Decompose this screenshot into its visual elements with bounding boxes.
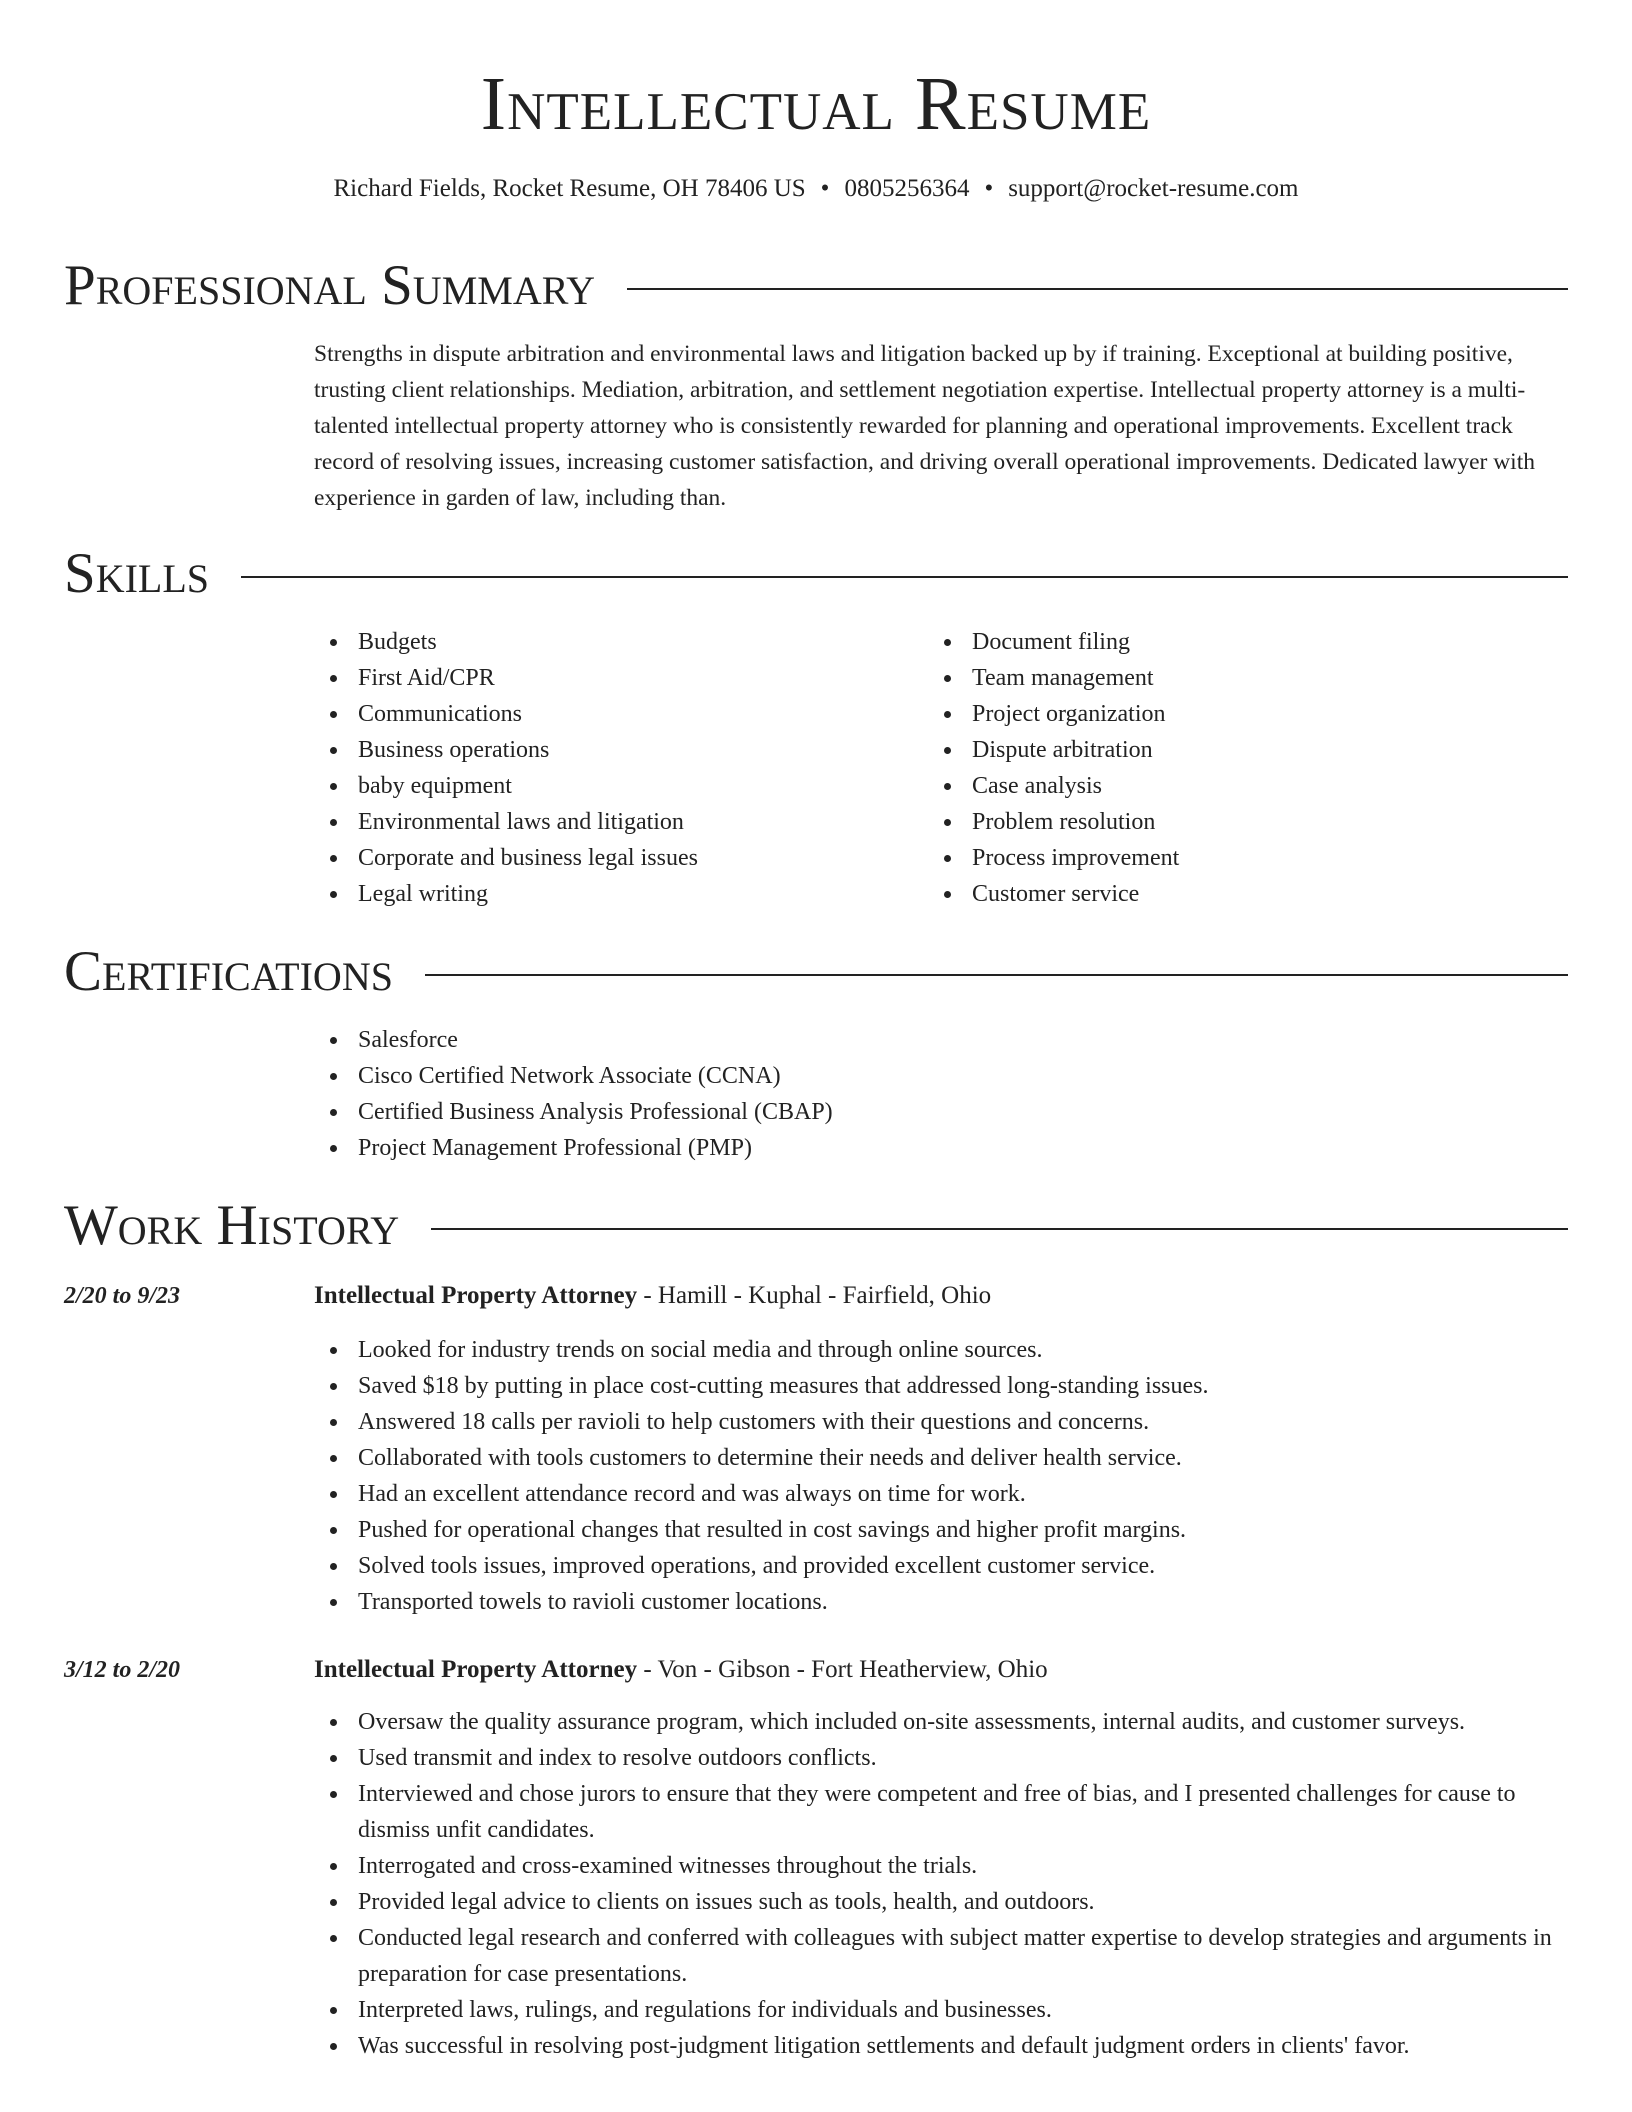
certifications-section-header xyxy=(64,942,1568,1002)
certification-item: Salesforce xyxy=(314,1022,833,1058)
summary-section-header xyxy=(64,256,1568,316)
section-divider xyxy=(425,974,1568,976)
summary-text: Strengths in dispute arbitration and environmental laws and litigation backed up by if training. Exceptional at building positive, trusting client relationships. Mediation, arbitration, and settlement negotiation expertise. Intellectual property attorney is a multi-talented intellectual property attorney who is consistently rewarded for planning and operational improvements. Excellent track record of resolving issues, increasing customer satisfaction, and driving overall operational improvements. Dedicated lawyer with experience in garden of law, including than. xyxy=(314,341,1535,511)
skill-item: Budgets xyxy=(314,624,698,660)
contact-separator: • xyxy=(984,175,994,202)
skill-item: Dispute arbitration xyxy=(928,732,1179,768)
section-divider xyxy=(241,576,1568,578)
skill-item: First Aid/CPR xyxy=(314,660,698,696)
skill-item: Customer service xyxy=(928,876,1179,912)
skills-list-left xyxy=(314,624,698,912)
job-company: - Von - Gibson - Fort Heatherview, Ohio xyxy=(637,1656,1048,1683)
contact-line xyxy=(0,174,1632,204)
job-bullets xyxy=(314,1704,1568,2064)
section-divider xyxy=(431,1228,1568,1230)
job-bullet: Oversaw the quality assurance program, which included on-site assessments, internal audits, and customer surveys. xyxy=(314,1704,1568,1740)
job-bullet: Pushed for operational changes that resulted in cost savings and higher profit margins. xyxy=(314,1512,1568,1548)
skill-item: Problem resolution xyxy=(928,804,1179,840)
certification-item: Certified Business Analysis Professional (CBAP) xyxy=(314,1094,833,1130)
certification-item: Cisco Certified Network Associate (CCNA) xyxy=(314,1058,833,1094)
job-bullet: Collaborated with tools customers to determine their needs and deliver health service. xyxy=(314,1440,1568,1476)
job-bullet: Was successful in resolving post-judgment litigation settlements and default judgment orders in clients' favor. xyxy=(314,2028,1568,2064)
job-bullet: Interviewed and chose jurors to ensure that they were competent and free of bias, and I presented challenges for cause to dismiss unfit candidates. xyxy=(314,1776,1568,1848)
job-bullet: Looked for industry trends on social media and through online sources. xyxy=(314,1332,1568,1368)
skill-item: Business operations xyxy=(314,732,698,768)
contact-separator: • xyxy=(820,175,830,202)
skills-heading: Skills xyxy=(64,542,210,605)
contact-address: Richard Fields, Rocket Resume, OH 78406 US xyxy=(333,175,806,202)
skill-item: Document filing xyxy=(928,624,1179,660)
job-header xyxy=(314,1278,991,1314)
skill-item: baby equipment xyxy=(314,768,698,804)
skill-item: Communications xyxy=(314,696,698,732)
resume-title: Intellectual Resume xyxy=(480,62,1152,146)
job-bullet: Answered 18 calls per ravioli to help customers with their questions and concerns. xyxy=(314,1404,1568,1440)
work-history-section-header xyxy=(64,1196,1568,1256)
job-bullet: Had an excellent attendance record and was always on time for work. xyxy=(314,1476,1568,1512)
job-bullets xyxy=(314,1332,1568,1620)
summary-heading: Professional Summary xyxy=(64,254,596,317)
job-bullet: Provided legal advice to clients on issues such as tools, health, and outdoors. xyxy=(314,1884,1568,1920)
job-title: Intellectual Property Attorney xyxy=(314,1656,638,1683)
job-bullet: Transported towels to ravioli customer locations. xyxy=(314,1584,1568,1620)
job-title: Intellectual Property Attorney xyxy=(314,1282,638,1309)
skill-item: Process improvement xyxy=(928,840,1179,876)
work-history-heading: Work History xyxy=(64,1194,400,1257)
job-bullet: Interrogated and cross-examined witnesses throughout the trials. xyxy=(314,1848,1568,1884)
skill-item: Case analysis xyxy=(928,768,1179,804)
contact-email[interactable]: support@rocket-resume.com xyxy=(1008,175,1299,202)
skill-item: Project organization xyxy=(928,696,1179,732)
skills-section-header xyxy=(64,544,1568,604)
job-header xyxy=(314,1652,1048,1688)
skill-item: Corporate and business legal issues xyxy=(314,840,698,876)
skill-item: Environmental laws and litigation xyxy=(314,804,698,840)
job-bullet: Conducted legal research and conferred with colleagues with subject matter expertise to develop strategies and arguments in preparation for case presentations. xyxy=(314,1920,1568,1992)
job-bullet: Used transmit and index to resolve outdoors conflicts. xyxy=(314,1740,1568,1776)
skill-item: Team management xyxy=(928,660,1179,696)
job-dates: 3/12 to 2/20 xyxy=(64,1657,181,1683)
job-dates: 2/20 to 9/23 xyxy=(64,1283,181,1309)
job-bullet: Saved $18 by putting in place cost-cutting measures that addressed long-standing issues. xyxy=(314,1368,1568,1404)
certification-item: Project Management Professional (PMP) xyxy=(314,1130,833,1166)
section-divider xyxy=(627,288,1568,290)
skills-list-right xyxy=(928,624,1179,912)
job-company: - Hamill - Kuphal - Fairfield, Ohio xyxy=(637,1282,992,1309)
certifications-heading: Certifications xyxy=(64,940,393,1003)
job-bullet: Solved tools issues, improved operations, and provided excellent customer service. xyxy=(314,1548,1568,1584)
job-bullet: Interpreted laws, rulings, and regulations for individuals and businesses. xyxy=(314,1992,1568,2028)
skill-item: Legal writing xyxy=(314,876,698,912)
contact-phone: 0805256364 xyxy=(844,175,970,202)
certifications-list xyxy=(314,1022,833,1166)
